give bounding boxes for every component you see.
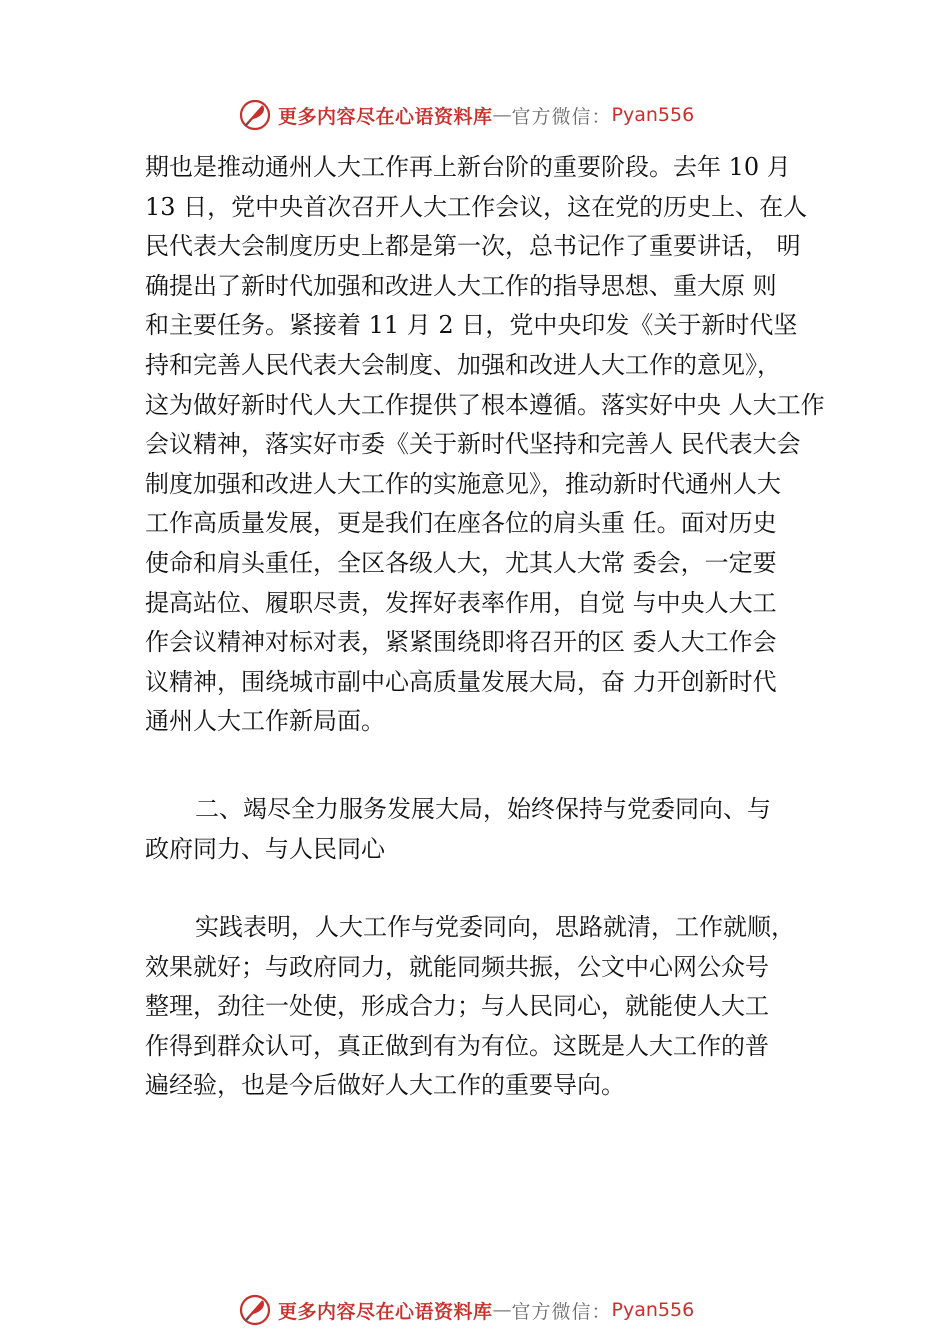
text-line: 提高站位、履职尽责，发挥好表率作用，自觉 与中央人大工 [145,588,777,617]
paragraph-1 [145,148,825,742]
text-line: 作会议精神对标对表，紧紧围绕即将召开的区 委人大工作会 [145,628,777,657]
watermark-separator: — [492,1299,512,1321]
text-line: 遍经验，也是今后做好人大工作的重要导向。 [145,1071,625,1100]
watermark-brand: 更多内容尽在心语资料库 [278,105,493,128]
heading-line: 二、竭尽全力服务发展大局，始终保持与党委同向、与 [195,795,771,823]
paragraph-3 [145,908,825,1106]
watermark-account: Pyan556 [611,1299,695,1321]
text-line: 制度加强和改进人大工作的实施意见》，推动新时代通州人大 [145,469,781,498]
text-line: 作得到群众认可，真正做到有为有位。这既是人大工作的普 [145,1031,769,1060]
watermark-account: Pyan556 [611,104,695,126]
text-line: 实践表明，人大工作与党委同向，思路就清，工作就顺， [195,913,795,941]
text-line: 使命和肩头重任，全区各级人大，尤其人大常 委会，一定要 [145,548,777,577]
quill-logo-icon [238,1293,272,1327]
text-line: 效果就好；与政府同力，就能同频共振，公文中心网公众号 [145,952,769,981]
text-line: 议精神，围绕城市副中心高质量发展大局，奋 力开创新时代 [145,667,777,696]
quill-logo-icon [238,98,272,132]
text-line: 13 日，党中央首次召开人大工作会议，这在党的历史上、在人 [145,192,808,221]
text-line: 整理，劲往一处使，形成合力；与人民同心，就能使人大工 [145,992,769,1021]
text-line: 确提出了新时代加强和改进人大工作的指导思想、重大原 则 [145,271,777,300]
text-line: 会议精神，落实好市委《关于新时代坚持和完善人 民代表大会 [145,430,801,459]
text-line: 持和完善人民代表大会制度、加强和改进人大工作的意见》， [145,350,781,379]
text-line: 这为做好新时代人大工作提供了根本遵循。落实好中央 人大工作 [145,390,825,419]
heading-line: 政府同力、与人民同心 [145,834,385,863]
section-heading-2 [145,790,825,869]
text-line: 民代表大会制度历史上都是第一次，总书记作了重要讲话， 明 [145,232,801,261]
watermark-brand: 更多内容尽在心语资料库 [278,1300,493,1323]
text-line: 和主要任务。紧接着 11 月 2 日，党中央印发《关于新时代坚 [145,311,798,340]
footer-watermark [238,1292,694,1328]
watermark-label: 官方微信： [511,1300,612,1323]
text-line: 通州人大工作新局面。 [145,707,385,736]
header-watermark [238,97,694,133]
text-line: 期也是推动通州人大工作再上新台阶的重要阶段。去年 10 月 [145,153,791,181]
watermark-separator: — [492,104,512,126]
text-line: 工作高质量发展，更是我们在座各位的肩头重 任。面对历史 [145,509,777,538]
watermark-label: 官方微信： [511,105,612,128]
